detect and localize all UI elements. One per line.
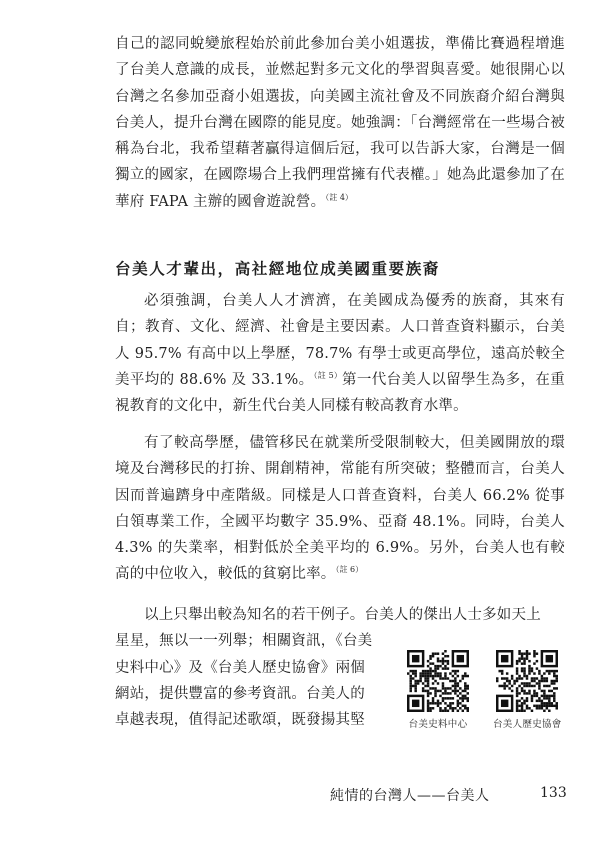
closing-line-1: 以上只舉出較為知名的若干例子。台美人的傑出人士多如天上	[144, 607, 541, 623]
employment-paragraph	[115, 430, 565, 588]
closing-line-5: 卓越表現，值得記述歌頌，既發揚其堅	[115, 712, 365, 729]
closing-line-3: 史料中心》及《台美人歷史協會》兩個	[115, 659, 365, 676]
education-text-a: 必須強調，台美人人才濟濟，在美國成為優秀的族裔，其來有自；教育、文化、經濟、社會是主要因素。人口普查資料顯示，台美人 95.7% 有高中以上學歷，78.7% 有學士或更高學位，遠高於較全美平均的 88.6% 及 33.1%。	[115, 293, 565, 388]
qr-code-icon[interactable]	[496, 650, 558, 712]
closing-line-2: 星星，無以一一列舉；相關資訊，《台美	[115, 633, 373, 650]
qr-block-taiwanese-american-historical-society[interactable]	[493, 650, 562, 730]
footnote-ref-5: （註 5）	[313, 371, 343, 381]
qr-caption: 台美人歷史協會	[493, 719, 562, 730]
qr-code-icon[interactable]	[407, 650, 469, 712]
running-footer-title: 純情的台灣人——台美人	[330, 788, 490, 804]
page-number: 133	[540, 785, 567, 801]
footnote-ref-6: （註 6）	[335, 565, 364, 575]
section-heading: 台美人才輩出，高社經地位成美國重要族裔	[115, 260, 440, 278]
education-paragraph	[115, 288, 565, 419]
qr-caption: 台美史料中心	[408, 719, 468, 730]
employment-text: 有了較高學歷，儘管移民在就業所受限制較大，但美國開放的環境及台灣移民的打拚、開創精神，常能有所突破；整體而言，台美人因而普遍躋身中產階級。同樣是人口普查資料，台美人 66.2% 從事白領專業工作，全國平均數字 35.9%、亞裔 48.1%。同時，台美人 4.3% 的失業率，相對低於全美平均的 6.9%。另外，台美人也有較高的中位收入，較低的貧窮比率。	[115, 435, 565, 583]
intro-text: 自己的認同蛻變旅程始於前此參加台美小姐選拔，準備比賽過程增進了台美人意識的成長，並燃起對多元文化的學習與喜愛。她很開心以台灣之名參加亞裔小姐選拔，向美國主流社會及不同族裔介紹台灣與台美人，提升台灣在國際的能見度。她強調：「台灣經常在一些場合被稱為台北，我希望藉著贏得這個后冠，我可以告訴大家，台灣是一個獨立的國家，在國際場合上我們理當擁有代表權。」她為此還參加了在華府 FAPA 主辦的國會遊說營。	[115, 36, 565, 210]
closing-line-4: 網站，提供豐富的參考資訊。台美人的	[115, 685, 365, 702]
education-text-b: 第一代台美人以留學生為多，在重視教育的文化中，新生代台美人同樣有較高教育水準。	[115, 371, 565, 415]
footnote-ref-4: （註 4）	[325, 192, 353, 202]
qr-block-taiwanese-american-archive[interactable]	[407, 650, 469, 730]
intro-paragraph	[115, 31, 565, 215]
